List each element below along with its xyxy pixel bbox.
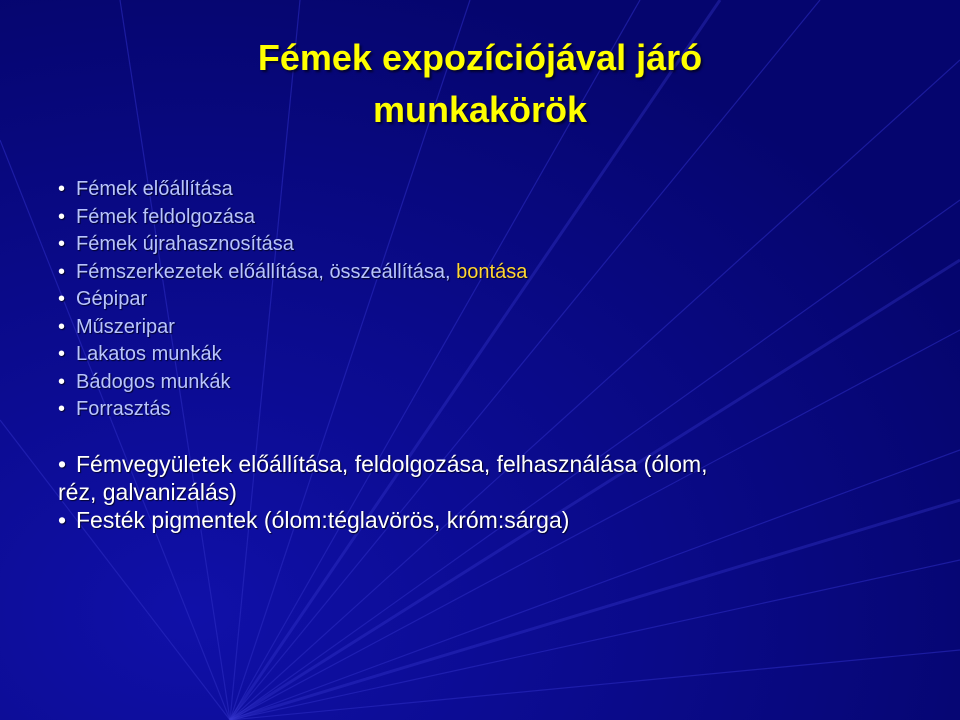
list-item-text: Fémek előállítása: [76, 178, 233, 200]
list-item-text: Fémek újrahasznosítása: [76, 233, 294, 255]
list-item: [58, 231, 888, 259]
slide-title: [60, 32, 900, 136]
list-item-text: Bádogos munkák: [76, 370, 231, 393]
list-item: [58, 369, 888, 397]
slide-title-line-2: munkakörök: [372, 89, 588, 130]
list-item-text: Festék pigmentek (ólom:téglavörös, króm:sárga): [76, 507, 570, 533]
list-item-text: Lakatos munkák: [76, 343, 222, 365]
list-item: [58, 450, 888, 478]
list-item-text: Fémvegyületek előállítása, feldolgozása, felhasználása (ólom,: [76, 451, 708, 477]
list-item-text: Forrasztás: [76, 398, 171, 420]
list-item: [58, 176, 888, 204]
bullet-list: [58, 176, 888, 424]
list-item: [58, 506, 888, 534]
list-item-text: réz, galvanizálás): [58, 479, 237, 505]
bullet-list-large: [58, 450, 888, 534]
list-item: [58, 396, 888, 424]
list-item: [58, 286, 888, 314]
list-item-text: Fémek feldolgozása: [76, 205, 255, 228]
list-item: [58, 259, 888, 287]
list-item: [58, 204, 888, 232]
list-item-continuation: [58, 478, 888, 506]
list-item-text: Műszeripar: [76, 315, 175, 338]
list-item: [58, 314, 888, 342]
list-item-text: Fémszerkezetek előállítása, összeállítása,: [76, 260, 457, 283]
highlighted-text: bontása: [456, 260, 528, 283]
slide-title-line-1: Fémek expozíciójával járó: [257, 37, 703, 78]
list-item-text: Gépipar: [76, 288, 148, 310]
list-item: [58, 341, 888, 369]
